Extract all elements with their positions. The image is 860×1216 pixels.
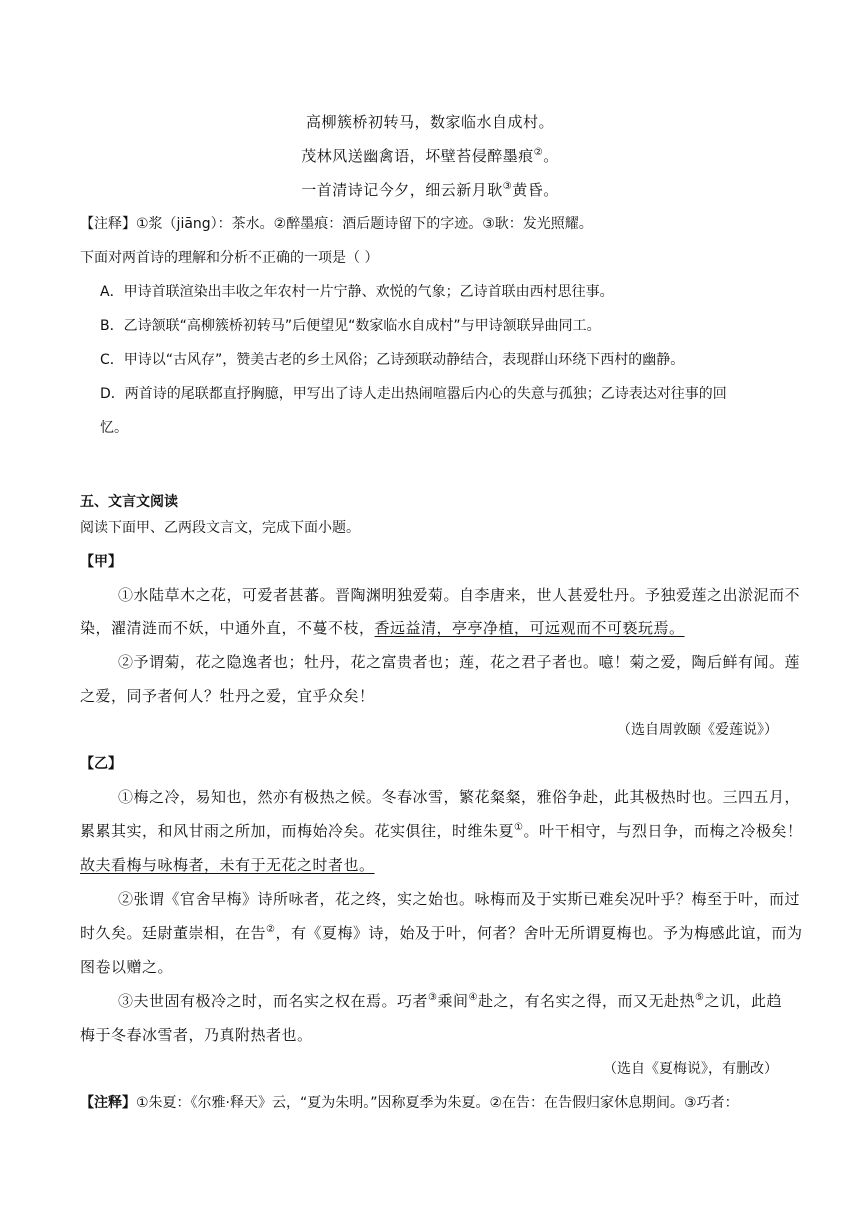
jia-p2-line-2: 之爱，同予者何人？牡丹之爱，宜乎众矣！ xyxy=(80,687,375,705)
passage-yi-label: 【乙】 xyxy=(80,756,122,772)
poem-line-3-end: 黄昏。 xyxy=(512,181,559,199)
footnote-mark: ② xyxy=(266,924,276,935)
yi-p2-text: 时久矣。廷尉董崇相，在告 xyxy=(80,924,267,942)
yi-p1-text: 累累其实，和风甘雨之所加，而梅始冷矣。花实俱往，时维朱夏 xyxy=(80,822,515,840)
annotation-text: ①朱夏：《尔雅·释天》云，“夏为朱明。”因称夏季为朱夏。②在告：在告假归家休息期间。③巧者： xyxy=(136,1095,739,1111)
poem-line-1: 高柳簇桥初转马，数家临水自成村。 xyxy=(305,113,554,131)
passage-annotation xyxy=(80,1093,739,1113)
option-d: D．两首诗的尾联都直抒胸臆，甲写出了诗人走出热闹喧嚣后内心的失意与孤独；乙诗表达对往事的回 xyxy=(100,386,727,402)
jia-p2-line-1: ②予谓菊，花之隐逸者也；牡丹，花之富贵者也；莲，花之君子者也。噫！菊之爱，陶后鲜有闻。莲 xyxy=(118,653,801,671)
yi-p1-text-end: 。叶干相守，与烈日争，而梅之冷极矣！ xyxy=(523,822,803,840)
footnote-mark: ① xyxy=(514,822,524,833)
passage-jia-label: 【甲】 xyxy=(80,554,122,570)
yi-source: （选自《夏梅说》，有删改） xyxy=(603,1061,778,1077)
yi-p1-line-1: ①梅之冷，易知也，然亦有极热之候。冬春冰雪，繁花粲粲，雅俗争赴，此其极热时也。三四五月， xyxy=(118,788,801,806)
poem-line-3-text: 一首清诗记今夕，细云新月耿 xyxy=(301,181,503,199)
poem-annotation: 【注释】①浆（jiāng）：茶水。②醉墨痕：酒后题诗留下的字迹。③耿：发光照耀。 xyxy=(80,216,593,232)
yi-p2-line-3: 图卷以赠之。 xyxy=(80,958,174,976)
jia-p1-line-2 xyxy=(80,618,685,638)
yi-p3-line-2: 梅于冬春冰雪者，乃真附热者也。 xyxy=(80,1026,313,1044)
yi-p3-text-4: 之讥，此趋 xyxy=(704,992,782,1010)
footnote-mark: ③ xyxy=(428,992,438,1003)
footnote-mark: ③ xyxy=(502,181,513,192)
jia-p1-line-1: ①水陆草木之花，可爱者甚蕃。晋陶渊明独爱菊。自李唐来，世人甚爱牡丹。予独爱莲之出淤泥而不 xyxy=(118,586,801,604)
option-b: B．乙诗颔联“高柳簇桥初转马”后便望见“数家临水自成村”与甲诗颔联异曲同工。 xyxy=(100,318,601,334)
yi-p2-text-end: ，有《夏梅》诗，始及于叶，何者？舍叶无所谓夏梅也。予为梅感此谊，而为 xyxy=(275,924,803,942)
yi-underlined-sentence: 故夫看梅与咏梅者，未有于无花之时者也。 xyxy=(80,856,375,874)
jia-source: （选自周敦颐《爱莲说》） xyxy=(617,722,778,738)
option-c: C．甲诗以“古风存”，赞美古老的乡土风俗；乙诗颈联动静结合，表现群山环绕下西村的幽静。 xyxy=(100,352,685,368)
section-title: 五、文言文阅读 xyxy=(80,494,178,510)
poem-line-2-end: 。 xyxy=(543,147,559,165)
yi-p3-text-3: 赴之，有名实之得，而又无赴热 xyxy=(477,992,695,1010)
yi-p2-line-1: ②张谓《官舍早梅》诗所咏者，花之终，实之始也。咏梅而及于实斯已难矣况叶乎？梅至于叶，而过 xyxy=(118,890,801,908)
footnote-mark: ② xyxy=(533,147,544,158)
annotation-label: 【注释】 xyxy=(80,1095,136,1111)
option-a: A．甲诗首联渲染出丰收之年农村一片宁静、欢悦的气象；乙诗首联由西村思往事。 xyxy=(100,284,614,300)
jia-p1-text: 染，濯清涟而不妖，中通外直，不蔓不枝， xyxy=(80,619,375,637)
footnote-mark: ⑤ xyxy=(694,992,705,1003)
poem-line-2 xyxy=(0,146,860,166)
footnote-mark: ④ xyxy=(468,992,478,1003)
yi-p2-line-2 xyxy=(80,923,803,943)
section-instruction: 阅读下面甲、乙两段文言文，完成下面小题。 xyxy=(80,520,360,536)
poem-line-3 xyxy=(0,180,860,200)
yi-p1-line-2 xyxy=(80,821,803,841)
poem-line-2-text: 茂林风送幽禽语，坏壁苔侵醉墨痕 xyxy=(301,147,534,165)
option-d-cont: 忆。 xyxy=(100,420,128,436)
jia-underlined-sentence: 香远益清，亭亭净植，可远观而不可亵玩焉。 xyxy=(374,619,685,637)
yi-p3-text-2: 乘间 xyxy=(437,992,469,1010)
question-stem: 下面对两首诗的理解和分析不正确的一项是（ ） xyxy=(80,250,379,266)
yi-p3-line-1 xyxy=(118,991,782,1011)
yi-p3-text: ③夫世固有极冷之时，而名实之权在焉。巧者 xyxy=(118,992,429,1010)
